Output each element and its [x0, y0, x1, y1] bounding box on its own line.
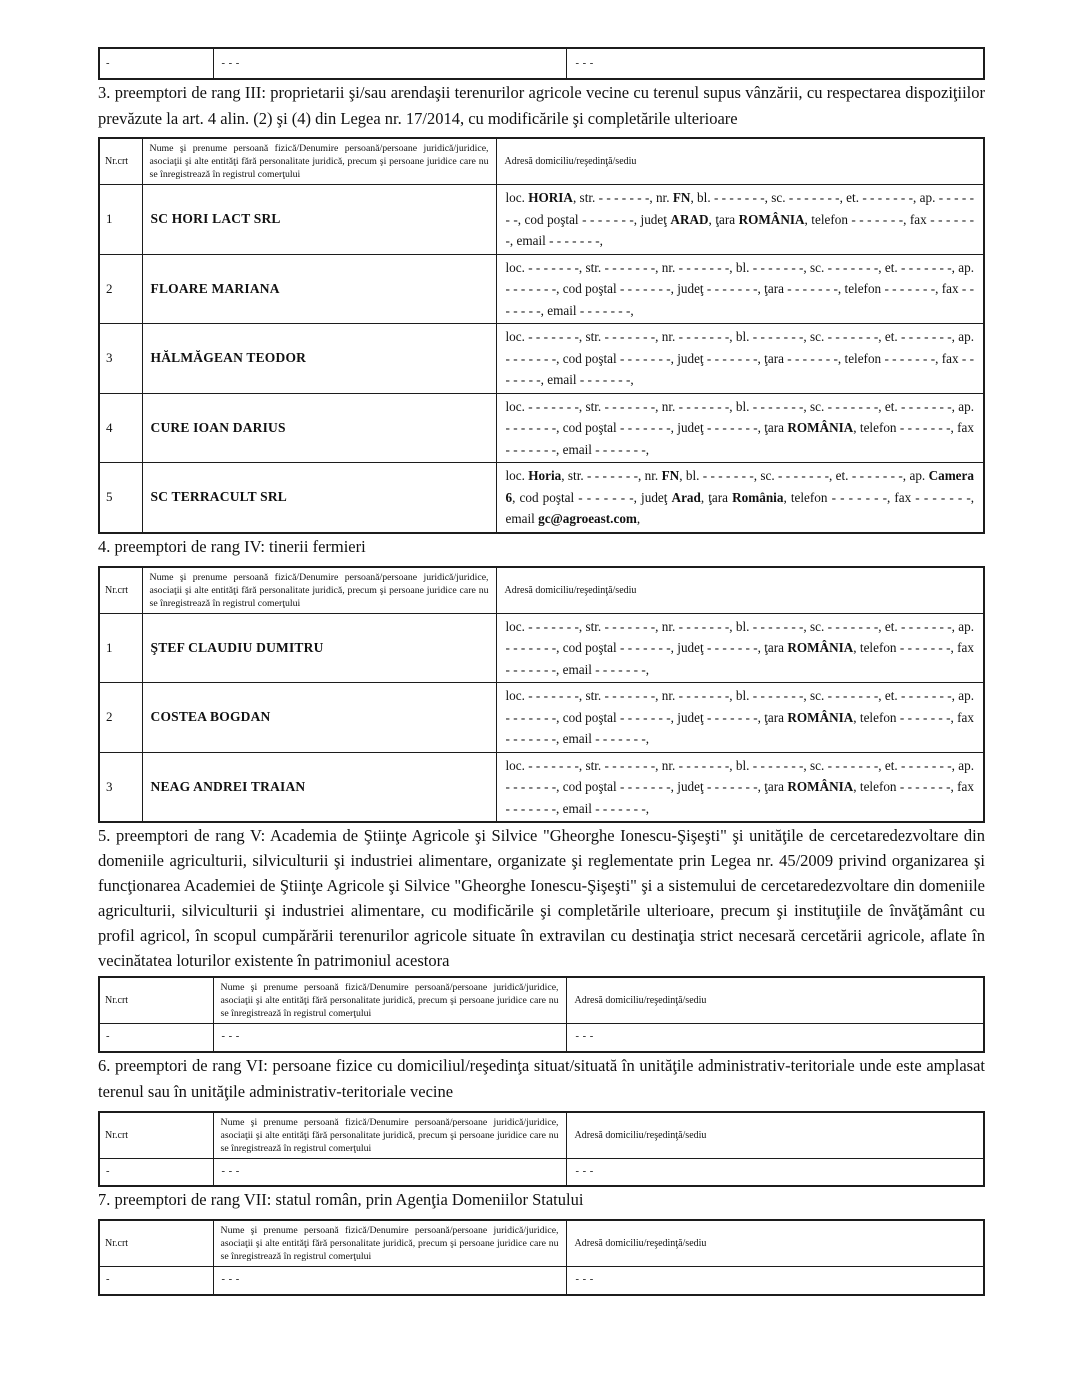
- section-6-table: [98, 1111, 985, 1188]
- address-value: ARAD: [670, 211, 709, 227]
- table-header-row: [99, 567, 984, 614]
- address-cell: [496, 324, 984, 394]
- section-3-table: [98, 137, 985, 534]
- address-text: loc.: [505, 190, 529, 205]
- address-text: , cod poştal - - - - - - -, judeţ: [512, 489, 672, 505]
- address-text: ,: [636, 511, 641, 526]
- address-cell: [496, 463, 984, 533]
- address-text: loc. - - - - - - -, str. - - - - - - -, nr. - - - - - - -, bl. - - - - - - -, sc. - - - - - - -, et. - - - - - - -, ap. - - - - - - -, cod poştal - - - - - - -, judeţ - - - - - - -, ţara - - - - - - -, telefon - - - - - - -, fax - - - - - - -, email - - - - - - -,: [505, 259, 974, 318]
- address-value: ROMÂNIA: [738, 211, 805, 227]
- address-value: Horia: [528, 468, 562, 483]
- address-cell: [496, 683, 984, 753]
- row-number-cell: 4: [99, 393, 142, 463]
- header-address: Adresă domiciliu/reşedinţă/sediu: [496, 138, 984, 185]
- section-5-table: [98, 976, 985, 1053]
- table-header-row: [99, 138, 984, 185]
- row-number-cell: 2: [99, 683, 142, 753]
- header-name: Nume şi prenume persoană fizică/Denumire persoană/persoane juridică/juridice, asociaţii şi alte entităţi fără personalitate juridică, precum şi persoane juridice care nu se înregistrează în registrul comerţului: [213, 977, 566, 1024]
- address-text: - - -: [575, 57, 594, 69]
- table-row: [99, 393, 984, 463]
- row-number-cell: -: [99, 1024, 213, 1052]
- section-5-heading: 5. preemptori de rang V: Academia de Ştiinţe Agricole şi Silvice "Gheorghe Ionescu-Şişeşti" şi unităţile de cercetaredezvoltare din domeniile agriculturii, silviculturii şi industriei alimentare, organizate şi reglementate prin Legea nr. 45/2009 privind organizarea şi funcţionarea Academiei de Ştiinţe Agricole şi Silvice "Gheorghe Ionescu-Şişeşti" şi a sistemului de cercetaredezvoltare din domeniile agriculturii, silviculturii şi industriei alimentare, cu modificările şi completările ulterioare, precum şi instituţiile de învăţământ cu profil agricol, în scopul cumpărării terenurilor agricole situate în extravilan cu destinaţia strict necesară cercetării agricole, aflate în vecinătatea loturilor existente în patrimoniul acestora: [98, 826, 985, 970]
- name-cell: CURE IOAN DARIUS: [142, 393, 496, 463]
- table-header-row: [99, 977, 984, 1024]
- address-text: , ţara: [700, 489, 733, 505]
- address-value: Camera 6: [505, 468, 974, 505]
- address-text: , bl. - - - - - - -, sc. - - - - - - -, et. - - - - - - -, ap. - - - - - - -, cod poştal - - - - - - -, judeţ: [505, 190, 974, 227]
- address-text: loc.: [505, 468, 529, 483]
- row-number-cell: 2: [99, 254, 142, 324]
- table-row: [99, 752, 984, 822]
- table-row: [99, 324, 984, 394]
- address-value: România: [732, 489, 784, 505]
- row-number-cell: 3: [99, 752, 142, 822]
- address-text: - - -: [575, 1274, 594, 1286]
- address-cell: [566, 1158, 984, 1186]
- address-text: loc. - - - - - - -, str. - - - - - - -, nr. - - - - - - -, bl. - - - - - - -, sc. - - - - - - -, et. - - - - - - -, ap. - - - - - - -, cod poştal - - - - - - -, judeţ - - - - - - -, ţara - - - - - - -, telefon - - - - - - -, fax - - - - - - -, email - - - - - - -,: [505, 329, 974, 387]
- header-nr-crt: Nr.crt: [99, 977, 213, 1024]
- name-cell: SC HORI LACT SRL: [142, 185, 496, 255]
- row-number-cell: -: [99, 1158, 213, 1186]
- address-value: HORIA: [528, 190, 573, 205]
- address-cell: [496, 254, 984, 324]
- address-text: , ţara: [708, 211, 739, 227]
- table-row: [99, 1024, 984, 1052]
- address-value: ROMÂNIA: [787, 640, 854, 655]
- address-text: , str. - - - - - - -, nr.: [561, 468, 662, 483]
- address-value: Arad: [671, 489, 701, 505]
- header-name: Nume şi prenume persoană fizică/Denumire persoană/persoane juridică/juridice, asociaţii şi alte entităţi fără personalitate juridică, precum şi persoane juridice care nu se înregistrează în registrul comerţului: [142, 138, 496, 185]
- address-text: - - -: [575, 1031, 594, 1043]
- address-text: , telefon - - - - - - -, fax - - - - - - -, email - - - - - - -,: [505, 779, 974, 816]
- header-address: Adresă domiciliu/reşedinţă/sediu: [566, 977, 984, 1024]
- address-cell: [496, 393, 984, 463]
- address-text: loc. - - - - - - -, str. - - - - - - -, nr. - - - - - - -, bl. - - - - - - -, sc. - - - - - - -, et. - - - - - - -, ap. - - - - - - -, cod poştal - - - - - - -, judeţ - - - - - - -, ţara: [505, 398, 974, 435]
- header-name: Nume şi prenume persoană fizică/Denumire persoană/persoane juridică/juridice, asociaţii şi alte entităţi fără personalitate juridică, precum şi persoane juridice care nu se înregistrează în registrul comerţului: [213, 1220, 566, 1267]
- name-cell: FLOARE MARIANA: [142, 254, 496, 324]
- header-name: Nume şi prenume persoană fizică/Denumire persoană/persoane juridică/juridice, asociaţii şi alte entităţi fără personalitate juridică, precum şi persoane juridice care nu se înregistrează în registrul comerţului: [142, 567, 496, 614]
- header-address: Adresă domiciliu/reşedinţă/sediu: [496, 567, 984, 614]
- name-cell: NEAG ANDREI TRAIAN: [142, 752, 496, 822]
- address-text: , telefon - - - - - - -, fax - - - - - - -, email - - - - - - -,: [505, 640, 974, 677]
- previous-section-table: [98, 47, 985, 80]
- section-7-table: [98, 1219, 985, 1296]
- address-text: , telefon - - - - - - -, fax - - - - - - -, email - - - - - - -,: [505, 211, 975, 248]
- table-header-row: [99, 1112, 984, 1159]
- row-number-cell: 1: [99, 613, 142, 683]
- address-text: - - -: [575, 1165, 594, 1177]
- name-cell: - - -: [213, 1024, 566, 1052]
- address-text: loc. - - - - - - -, str. - - - - - - -, nr. - - - - - - -, bl. - - - - - - -, sc. - - - - - - -, et. - - - - - - -, ap. - - - - - - -, cod poştal - - - - - - -, judeţ - - - - - - -, ţara: [505, 688, 974, 725]
- name-cell: - - -: [213, 48, 566, 79]
- address-cell: [496, 613, 984, 683]
- header-name: Nume şi prenume persoană fizică/Denumire persoană/persoane juridică/juridice, asociaţii şi alte entităţi fără personalitate juridică, precum şi persoane juridice care nu se înregistrează în registrul comerţului: [213, 1112, 566, 1159]
- name-cell: ŞTEF CLAUDIU DUMITRU: [142, 613, 496, 683]
- header-nr-crt: Nr.crt: [99, 1220, 213, 1267]
- address-text: loc. - - - - - - -, str. - - - - - - -, nr. - - - - - - -, bl. - - - - - - -, sc. - - - - - - -, et. - - - - - - -, ap. - - - - - - -, cod poştal - - - - - - -, judeţ - - - - - - -, ţara: [505, 618, 974, 655]
- table-row: [99, 683, 984, 753]
- section-7-heading: 7. preemptori de rang VII: statul român, prin Agenţia Domeniilor Statului: [98, 1190, 584, 1209]
- address-value: FN: [672, 190, 691, 205]
- header-nr-crt: Nr.crt: [99, 1112, 213, 1159]
- row-number-cell: 5: [99, 463, 142, 533]
- section-4-heading: 4. preemptori de rang IV: tinerii fermieri: [98, 536, 366, 556]
- address-cell: [566, 1267, 984, 1295]
- header-address: Adresă domiciliu/reşedinţă/sediu: [566, 1112, 984, 1159]
- address-value: ROMÂNIA: [787, 420, 854, 435]
- table-row: [99, 1158, 984, 1186]
- name-cell: - - -: [213, 1158, 566, 1186]
- section-3-heading: 3. preemptori de rang III: proprietarii şi/sau arendaşii terenurilor agricole vecine cu terenul supus vânzării, cu respectarea dispoziţiilor prevăzute la art. 4 alin. (2) şi (4) din Legea nr. 17/2014, cu modificările şi completările ulterioare: [98, 83, 985, 128]
- name-cell: COSTEA BOGDAN: [142, 683, 496, 753]
- table-row: [99, 613, 984, 683]
- section-6-heading: 6. preemptori de rang VI: persoane fizice cu domiciliul/reşedinţa situat/situată în unităţile administrativ-teritoriale unde este amplasat terenul sau în unităţile administrativ-teritoriale vecine: [98, 1055, 985, 1101]
- address-value: FN: [661, 468, 680, 483]
- name-cell: - - -: [213, 1267, 566, 1295]
- table-row: [99, 254, 984, 324]
- address-cell: [566, 1024, 984, 1052]
- name-cell: HĂLMĂGEAN TEODOR: [142, 324, 496, 394]
- address-cell: [496, 185, 984, 255]
- address-value: ROMÂNIA: [787, 779, 854, 794]
- row-number-cell: -: [99, 1267, 213, 1295]
- header-nr-crt: Nr.crt: [99, 138, 142, 185]
- header-address: Adresă domiciliu/reşedinţă/sediu: [566, 1220, 984, 1267]
- address-text: , telefon - - - - - - -, fax - - - - - - -, email: [505, 489, 975, 526]
- name-cell: SC TERRACULT SRL: [142, 463, 496, 533]
- table-row: [99, 1267, 984, 1295]
- table-row: [99, 463, 984, 533]
- row-number-cell: 1: [99, 185, 142, 255]
- row-number-cell: 3: [99, 324, 142, 394]
- address-value: ROMÂNIA: [787, 709, 854, 725]
- section-4-table: [98, 566, 985, 824]
- address-text: , telefon - - - - - - -, fax - - - - - - -, email - - - - - - -,: [505, 420, 974, 457]
- address-text: , bl. - - - - - - -, sc. - - - - - - -, et. - - - - - - -, ap.: [679, 468, 929, 483]
- table-row: [99, 185, 984, 255]
- address-cell: [496, 752, 984, 822]
- address-value: gc@agroeast.com: [538, 511, 637, 526]
- table-row: [99, 48, 984, 79]
- header-nr-crt: Nr.crt: [99, 567, 142, 614]
- row-number-cell: -: [99, 48, 213, 79]
- address-cell: [566, 48, 984, 79]
- address-text: , telefon - - - - - - -, fax - - - - - - -, email - - - - - - -,: [505, 709, 974, 746]
- address-text: loc. - - - - - - -, str. - - - - - - -, nr. - - - - - - -, bl. - - - - - - -, sc. - - - - - - -, et. - - - - - - -, ap. - - - - - - -, cod poştal - - - - - - -, judeţ - - - - - - -, ţara: [505, 757, 974, 794]
- address-text: , str. - - - - - - -, nr.: [572, 190, 673, 205]
- table-header-row: [99, 1220, 984, 1267]
